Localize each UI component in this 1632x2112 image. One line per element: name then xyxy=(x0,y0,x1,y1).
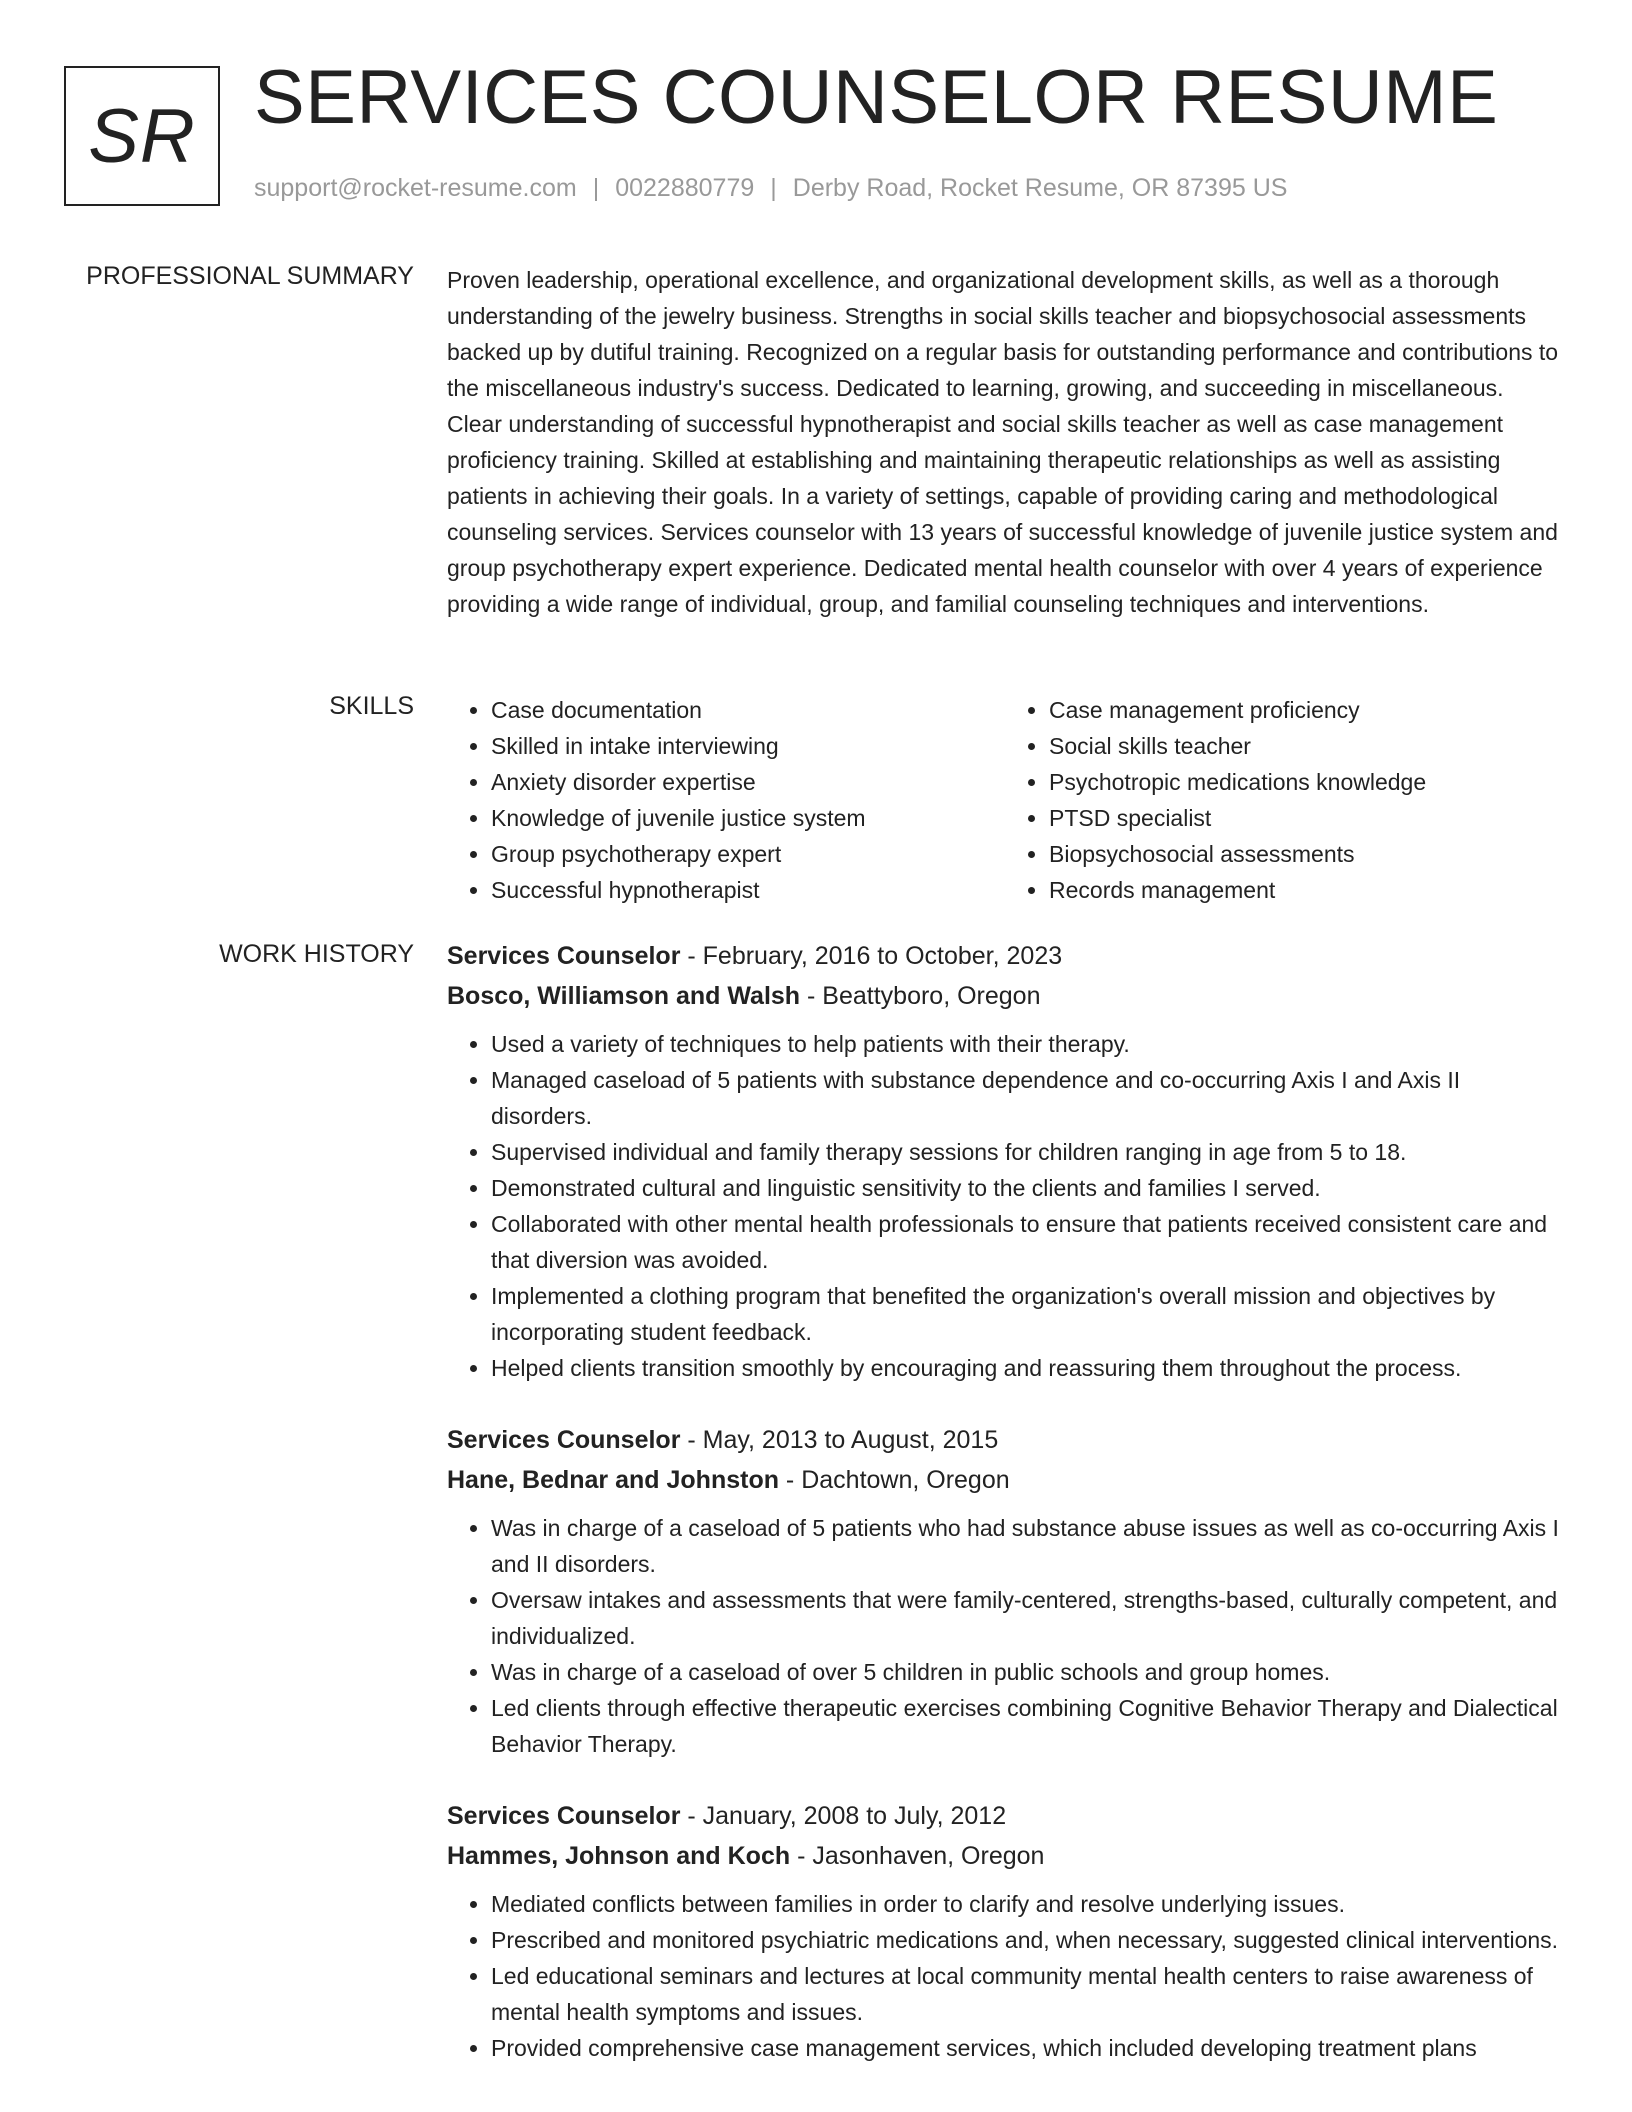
skills-grid xyxy=(447,692,1563,908)
job-bullet: • Managed caseload of 5 patients with substance dependence and co-occurring Axis I and Axis II disorders. xyxy=(491,1062,1563,1134)
contact-address: Derby Road, Rocket Resume, OR 87395 US xyxy=(792,174,1288,202)
contact-email: support@rocket-resume.com xyxy=(254,174,577,202)
skills-heading: SKILLS xyxy=(329,692,414,720)
job-company: Hane, Bednar and Johnston xyxy=(447,1466,779,1494)
job-entry xyxy=(447,1796,1563,2066)
skill-item: • Knowledge of juvenile justice system xyxy=(491,800,1005,836)
job-bullet: • Implemented a clothing program that benefited the organization's overall mission and objectives by incorporating student feedback. xyxy=(491,1278,1563,1350)
job-dates: - February, 2016 to October, 2023 xyxy=(680,942,1063,970)
work-history-heading: WORK HISTORY xyxy=(219,940,414,968)
skill-item: • Biopsychosocial assessments xyxy=(1049,836,1563,872)
job-title: Services Counselor xyxy=(447,1426,681,1454)
skill-item: • Social skills teacher xyxy=(1049,728,1563,764)
job-title-line xyxy=(447,1420,1563,1460)
job-company-line xyxy=(447,976,1563,1016)
contact-phone: 0022880779 xyxy=(615,174,755,202)
resume-title: SERVICES COUNSELOR RESUME xyxy=(254,55,1499,140)
skills-list-right xyxy=(1005,692,1563,908)
contact-separator: | xyxy=(592,174,600,202)
job-bullet: • Collaborated with other mental health professionals to ensure that patients received consistent care and that diversion was avoided. xyxy=(491,1206,1563,1278)
skill-item: • Case management proficiency xyxy=(1049,692,1563,728)
contact-separator: | xyxy=(770,174,777,202)
job-company-line xyxy=(447,1460,1563,1500)
skill-item: • Group psychotherapy expert xyxy=(491,836,1005,872)
skill-item: • Case documentation xyxy=(491,692,1005,728)
skill-item: • Psychotropic medications knowledge xyxy=(1049,764,1563,800)
skills-list-left xyxy=(447,692,1005,908)
monogram-logo: SR xyxy=(64,66,220,206)
job-location: - Jasonhaven, Oregon xyxy=(790,1842,1045,1870)
skills-body xyxy=(447,692,1563,908)
job-entry xyxy=(447,1420,1563,1762)
skill-item: • Records management xyxy=(1049,872,1563,908)
job-bullet: • Provided comprehensive case management services, which included developing treatment plans xyxy=(491,2030,1563,2066)
summary-heading: PROFESSIONAL SUMMARY xyxy=(86,262,414,290)
skill-item: • Anxiety disorder expertise xyxy=(491,764,1005,800)
job-bullet: • Helped clients transition smoothly by encouraging and reassuring them throughout the process. xyxy=(491,1350,1563,1386)
job-company: Hammes, Johnson and Koch xyxy=(447,1842,791,1870)
skill-item: • Successful hypnotherapist xyxy=(491,872,1005,908)
job-dates: - May, 2013 to August, 2015 xyxy=(680,1426,999,1454)
job-bullet: • Demonstrated cultural and linguistic sensitivity to the clients and families I served. xyxy=(491,1170,1563,1206)
job-company: Bosco, Williamson and Walsh xyxy=(447,982,801,1010)
job-bullet: • Was in charge of a caseload of over 5 children in public schools and group homes. xyxy=(491,1654,1563,1690)
job-bullet: • Supervised individual and family therapy sessions for children ranging in age from 5 to 18. xyxy=(491,1134,1563,1170)
work-history-body xyxy=(447,936,1563,2100)
job-bullets xyxy=(447,1026,1563,1386)
job-bullet: • Led educational seminars and lectures at local community mental health centers to raise awareness of mental health symptoms and issues. xyxy=(491,1958,1563,2030)
contact-line xyxy=(254,174,1287,203)
job-location: - Beattyboro, Oregon xyxy=(800,982,1041,1010)
job-bullet: • Led clients through effective therapeutic exercises combining Cognitive Behavior Therapy and Dialectical Behavior Therapy. xyxy=(491,1690,1563,1762)
job-location: - Dachtown, Oregon xyxy=(778,1466,1010,1494)
job-bullet: • Mediated conflicts between families in order to clarify and resolve underlying issues. xyxy=(491,1886,1563,1922)
job-bullet: • Was in charge of a caseload of 5 patients who had substance abuse issues as well as co-occurring Axis I and II disorders. xyxy=(491,1510,1563,1582)
job-bullet: • Oversaw intakes and assessments that were family-centered, strengths-based, culturally competent, and individualized. xyxy=(491,1582,1563,1654)
skill-item: • PTSD specialist xyxy=(1049,800,1563,836)
job-title: Services Counselor xyxy=(447,942,681,970)
summary-text: Proven leadership, operational excellence, and organizational development skills, as well as a thorough understanding of the jewelry business. Strengths in social skills teacher and biopsychosocial assessments backed up by dutiful training. Recognized on a regular basis for outstanding performance and contributions to the miscellaneous industry's success. Dedicated to learning, growing, and succeeding in miscellaneous. Clear understanding of successful hypnotherapist and social skills teacher as well as case management proficiency training. Skilled at establishing and maintaining therapeutic relationships as well as assisting patients in achieving their goals. In a variety of settings, capable of providing caring and methodological counseling services. Services counselor with 13 years of successful knowledge of juvenile justice system and group psychotherapy expert experience. Dedicated mental health counselor with over 4 years of experience providing a wide range of individual, group, and familial counseling techniques and interventions. xyxy=(447,267,1559,617)
job-title-line xyxy=(447,936,1563,976)
summary-body xyxy=(447,262,1563,622)
job-bullets xyxy=(447,1510,1563,1762)
job-entry xyxy=(447,936,1563,1386)
job-company-line xyxy=(447,1836,1563,1876)
job-bullets xyxy=(447,1886,1563,2066)
job-title-line xyxy=(447,1796,1563,1836)
job-bullet: • Used a variety of techniques to help patients with their therapy. xyxy=(491,1026,1563,1062)
job-bullet: • Prescribed and monitored psychiatric medications and, when necessary, suggested clinical interventions. xyxy=(491,1922,1563,1958)
skill-item: • Skilled in intake interviewing xyxy=(491,728,1005,764)
job-title: Services Counselor xyxy=(447,1802,681,1830)
job-dates: - January, 2008 to July, 2012 xyxy=(680,1802,1007,1830)
